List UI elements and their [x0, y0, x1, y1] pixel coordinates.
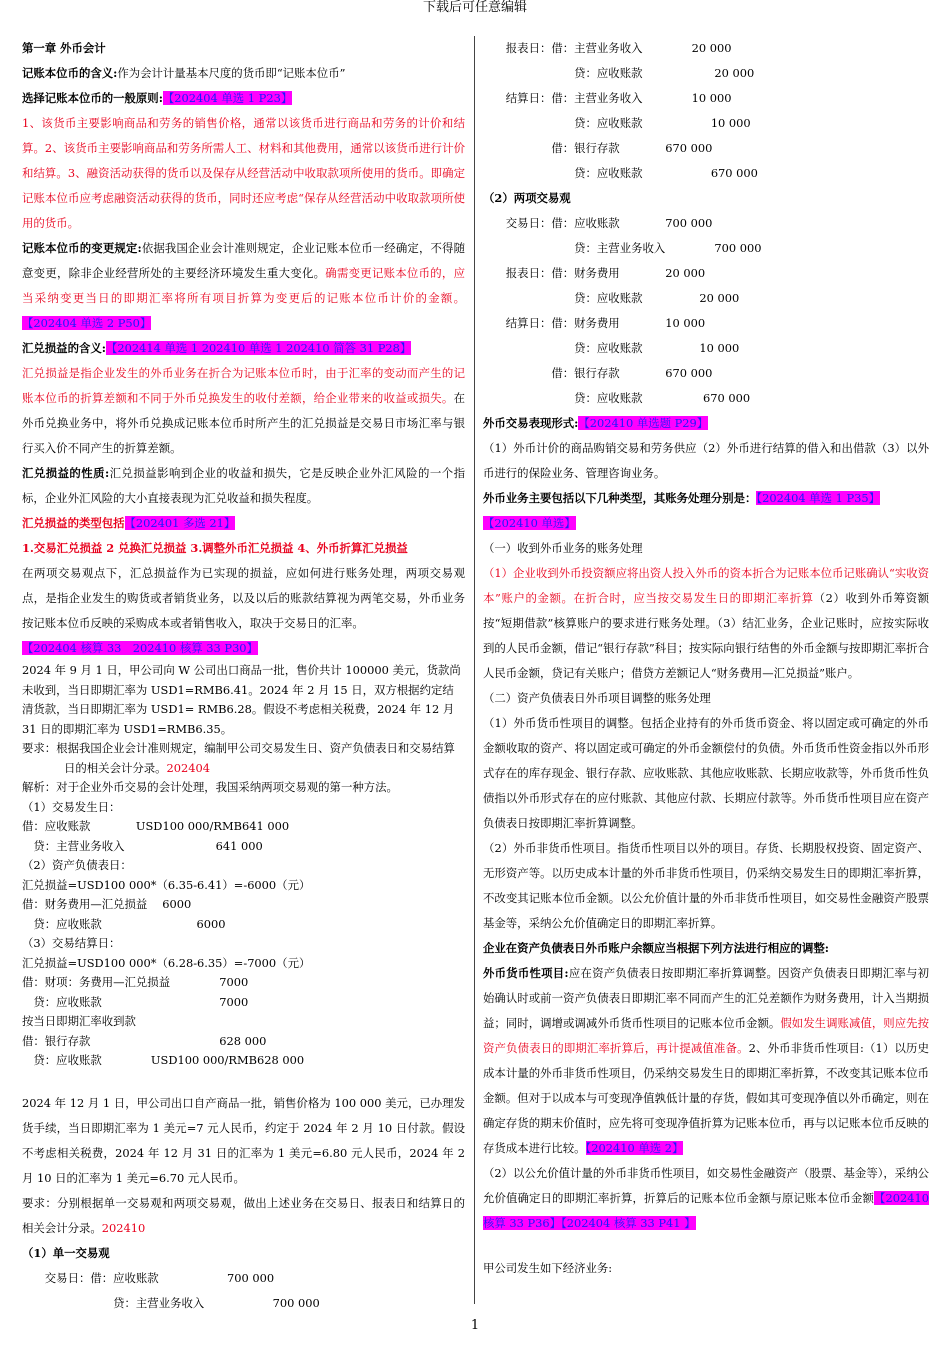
gain-text: 在外币兑换业务中，将外币兑换成记账本位币时所产生的汇兑损益是交易日市场汇率与银行买入价不同产生的折算差额。 — [22, 391, 465, 455]
column-divider — [474, 36, 475, 1304]
journal-line: 贷：主营业务收入 700 000 — [22, 1295, 320, 1310]
example-2-requirement — [22, 1191, 465, 1241]
journal-line: 贷：应收账款 7000 — [22, 994, 249, 1009]
gain-red-text: 汇兑损益是指企业发生的外币业务在折合为记账本位币时，由于汇率的变动而产生的记账本位币的折算差额和不同于外币兑换发生的收付差额，给企业带来的收益或损失。 — [22, 366, 465, 405]
journal-line: 报表日：借：财务费用 20 000 — [483, 266, 706, 280]
final-line: 甲公司发生如下经济业务: — [483, 1261, 613, 1275]
page-number: 1 — [470, 1318, 480, 1333]
example-2-text: 2024 年 12 月 1 日，甲公司出口自产商品一批，销售价格为 100 000 美元，已办理发货手续，当日即期汇率为 1 美元=7 元人民币，约定于 2024 年 2 月 10 日付款。假设不考虑相关税费，2024 年 12 月 31 日的汇率为 1 美元=6.80 元人民币，2024 年 2 月 10 日的汇率为 1 美元=6.70 元人民币。 — [22, 1095, 465, 1185]
two-view-title: （2）两项交易观 — [483, 191, 571, 205]
journal-line: （3）交易结算日： — [22, 936, 121, 950]
receive-red-text: （1）企业收到外币投资额应将出资人投入外币的资本折合为记账本位币记账确认“实收资本”账户的金额。在折合时，应当按交易发生日的即期汇率折算 — [483, 566, 929, 605]
principle-text: 1、该货币主要影响商品和劳务的销售价格，通常以该货币进行商品和劳务的计价和结算。2、该货币主要影响商品和劳务所需人工、材料和其他费用，通常以该货币进行计价和结算。3、融资活动获得的货币以及保存从经营活动中收取款项所使用的货币。即确定记账本位币应考虑融资活动获得的货币，同时还应考虑“保存从经营活动中收取款项所使用的货币。 — [22, 116, 465, 230]
example-1-text: 2024 年 9 月 1 日，甲公司向 W 公司出口商品一批，售价共计 100000 美元，货款尚未收到，当日即期汇率为 USD1=RMB6.41。2024 年 2 月 15 日，双方根据约定结清货款，当日即期汇率为 USD1= RMB6.28。假设不考虑相关税费，2024 年 12 月 31 日的即期汇率为 USD1=RMB6.35。 — [22, 663, 461, 736]
journal-line: （2）资产负债表日： — [22, 858, 132, 872]
types-heading — [483, 486, 929, 511]
exam-tag: 【202410 单选题 P29】 — [578, 416, 709, 430]
adjust-monetary: （1）外币货币性项目的调整。包括企业持有的外币货币资金、将以固定或可确定的外币金额收取的资产、将以固定或可确定的外币金额偿付的负债。外币货币性资金指以外币形式存在的库存现金、银行存款、应收账款、其他应收账款、长期应收款等，外币货币性负债指以外币形式存在的应付账款、其他应付款、长期应付款等。外币货币性项目应在资产负债表日按即期汇率折算调整。 — [483, 716, 929, 830]
exam-tag: 【202414 单选 1 202410 单选 1 202410 简答 31 P28】 — [105, 341, 412, 355]
exam-tag: 【202404 核算 33 202410 核算 33 P30】 — [22, 641, 258, 655]
journal-line: 贷：应收账款 6000 — [22, 916, 226, 931]
journal-line: 按当日即期汇率收到款 — [22, 1014, 136, 1028]
journal-line: 汇兑损益=USD100 000*（6.28-6.35）=-7000（元） — [22, 955, 311, 970]
definition-paragraph — [22, 61, 465, 86]
right-column — [483, 36, 929, 1281]
exam-tag: 【202404 单选 1 P23】 — [162, 91, 293, 105]
journal-line: 贷：应收账款 670 000 — [483, 166, 758, 180]
monetary-text: 应在资产负债表日按即期汇率折算调整。因资产负债表日即期汇率与初始确认时或前一资产负债表日即期汇率不同而产生的汇兑差额作为财务费用，计入当期损益；同时，调增或调减外币货币性项目的记账本位币金额。 — [483, 966, 929, 1030]
forms-text: （1）外币计价的商品购销交易和劳务供应（2）外币进行结算的借入和出借款（3）以外币进行的保险业务、管理咨询业务。 — [483, 441, 929, 480]
journal-line: 借：财项：务费用—汇兑损益 7000 — [22, 975, 249, 989]
monetary-red-text: 假如发生调账减值，则应先按资产负债表日的即期汇率折算后，再计提减值准备。 — [483, 1016, 929, 1055]
gain-heading — [22, 336, 465, 361]
journal-line: （1）交易发生日： — [22, 799, 121, 814]
types-heading — [22, 511, 465, 536]
receive-text: （2）收到外币筹资额按“短期借款”核算账户的要求进行账务处理。（3）结汇业务，企业记账时，应按实际收到的人民币金额，借记“银行存款”科目；按实际向银行结售的外币金额与按即期汇率折合人民币金额，贷记有关账户；借贷方差额记人“财务费用—汇兑损益”账户。 — [483, 591, 929, 680]
journal-entries-1 — [22, 798, 465, 1071]
nature-label: 汇兑损益的性质: — [22, 466, 110, 480]
types-label: 外币业务主要包括以下几种类型，其账务处理分别是： — [483, 491, 757, 505]
journal-line: 借：财务费用—汇兑损益 6000 — [22, 897, 192, 911]
types-tag-line — [483, 511, 929, 536]
fair-value-text: （2）以公允价值计量的外币非货币性项目，如交易性金融资产（股票、基金等），采纳公允价值确定日的即期汇率折算，折算后的记账本位币金额与原记账本位币金额 — [483, 1166, 929, 1205]
nature-paragraph — [22, 461, 465, 511]
adjust-rule: 企业在资产负债表日外币账户余额应当根据下列方法进行相应的调整: — [483, 941, 829, 955]
single-view-title: （1）单一交易观 — [22, 1245, 110, 1260]
page-header: 下载后可任意编辑 — [422, 0, 527, 15]
fair-value-paragraph — [483, 1161, 929, 1236]
journal-line: 借：银行存款 628 000 — [22, 1033, 267, 1048]
requirement-year: 202404 — [166, 760, 211, 775]
exam-tag: 【202410 单选 2】 — [585, 1141, 684, 1155]
requirement-text: 根据我国企业会计准则规定，编制甲公司交易发生日、资产负债表日和交易结算日的相关会计分录。 — [56, 741, 455, 775]
spacer — [22, 1071, 465, 1091]
example-1-analysis: 解析：对于企业外币交易的会计处理，我国采纳两项交易观的第一种方法。 — [22, 780, 398, 794]
journal-line: 贷：应收账款 20 000 — [483, 291, 740, 305]
journal-line: 借：银行存款 670 000 — [483, 141, 713, 155]
journal-line: 结算日：借：主营业务收入 10 000 — [483, 91, 732, 105]
exam-tag: 【202410 核算 33 P36】【202404 核算 33 P41 】 — [483, 1191, 929, 1230]
spacer — [483, 1236, 929, 1256]
exam-tag: 【202410 单选】 — [483, 516, 576, 530]
monetary-paragraph — [483, 961, 929, 1161]
journal-line: 交易日：借：应收账款 700 000 — [483, 216, 713, 230]
journal-line: 贷：主营业务收入 700 000 — [483, 241, 762, 255]
calc-tag-line — [22, 636, 465, 661]
change-red-text: 确需变更记账本位币的，应当采纳变更当日的即期汇率将所有项目折算为变更后的记账本位币计价的金额。 — [22, 266, 465, 305]
journal-line: 贷：应收账款 670 000 — [483, 391, 751, 405]
journal-line: 汇兑损益=USD100 000*（6.35-6.41）=-6000（元） — [22, 877, 311, 892]
definition-text: 作为会计计量基本尺度的货币即“记账本位币” — [117, 66, 346, 80]
example-1-requirement — [22, 739, 465, 778]
principle-heading — [22, 86, 465, 111]
types-list: 1.交易汇兑损益 2 兑换汇兑损益 3.调整外币汇兑损益 4、外币折算汇兑损益 — [22, 541, 408, 555]
journal-line: 报表日：借：主营业务收入 20 000 — [483, 41, 732, 55]
change-text: 依据我国企业会计准则规定，企业记账本位币一经确定，不得随意变更，除非企业经营所处的主要经济环境发生重大变化。 — [22, 241, 465, 280]
adjust-nonmonetary: （2）外币非货币性项目。指货币性项目以外的项目。存货、长期股权投资、固定资产、无形资产等。以历史成本计量的外币非货币性项目，仍采纳交易发生日的即期汇率折算，不改变其记账本位币金额。以公允价值计量的外币非货币性项目，如交易性金融资产股票基金等，采纳公允价值确定日的即期汇率折算。 — [483, 841, 929, 930]
journal-line: 贷：应收账款 20 000 — [483, 66, 755, 80]
exam-tag: 【202404 单选 2 P50】 — [22, 316, 152, 330]
gain-label: 汇兑损益的含义: — [22, 341, 106, 355]
definition-label: 记账本位币的含义: — [22, 66, 118, 80]
journal-line: 贷：应收账款 USD100 000/RMB628 000 — [22, 1053, 305, 1067]
two-view-paragraph: 在两项交易观点下，汇总损益作为已实现的损益，应如何进行账务处理，两项交易观点，是指企业发生的购货或者销货业务，以及以后的账款结算视为两笔交易，外币业务按记账本位币反映的采购成本或者销售收入，取决于交易日的汇率。 — [22, 566, 465, 630]
adjust-title: （二）资产负债表日外币项目调整的账务处理 — [483, 691, 711, 705]
journal-line: 借：银行存款 670 000 — [483, 366, 713, 380]
receive-title: （一）收到外币业务的账务处理 — [483, 541, 643, 555]
change-paragraph — [22, 236, 465, 336]
chapter-title: 第一章 外币会计 — [22, 41, 106, 55]
requirement-year: 202410 — [101, 1220, 146, 1235]
exam-tag: 【202401 多选 21】 — [124, 516, 236, 530]
journal-line: 交易日：借：应收账款 700 000 — [22, 1270, 275, 1285]
principle-label: 选择记账本位币的一般原则: — [22, 91, 163, 105]
journal-line: 贷：应收账款 10 000 — [483, 116, 751, 130]
requirement-label: 要求： — [22, 741, 57, 755]
forms-label: 外币交易表现形式: — [483, 416, 579, 430]
forms-heading — [483, 411, 929, 436]
journal-line: 贷：应收账款 10 000 — [483, 341, 740, 355]
journal-line: 贷：主营业务收入 641 000 — [22, 838, 263, 853]
gain-paragraph — [22, 361, 465, 461]
monetary-label: 外币货币性项目: — [483, 966, 569, 980]
journal-line: 借：应收账款 USD100 000/RMB641 000 — [22, 819, 290, 833]
nature-text: 汇兑损益影响到企业的收益和损失，它是反映企业外汇风险的一个指标，企业外汇风险的大小直接表现为汇兑收益和损失程度。 — [22, 466, 465, 505]
journal-line: 结算日：借：财务费用 10 000 — [483, 316, 706, 330]
requirement-text: 要求：分别根据单一交易观和两项交易观，做出上述业务在交易日、报表日和结算日的相关会计分录。 — [22, 1195, 465, 1235]
nonmonetary-text: 2、外币非货币性项目:（1）以历史成本计量的外币非货币性项目，仍采纳交易发生日的即期汇率折算，不改变其记账本位币金额。但对于以成本与可变现净值孰低计量的存货，假如其可变现净值以外币确定，则在确定存货的期末价值时，应先将可变现净值折算为记账本位币，再与以记账本位币反映的存货成本进行比较。 — [483, 1041, 929, 1155]
receive-paragraph — [483, 561, 929, 686]
types-label: 汇兑损益的类型包括 — [22, 516, 125, 530]
change-label: 记账本位币的变更规定: — [22, 241, 142, 255]
left-column — [22, 36, 465, 1316]
exam-tag: 【202404 单选 1 P35】 — [756, 491, 881, 505]
